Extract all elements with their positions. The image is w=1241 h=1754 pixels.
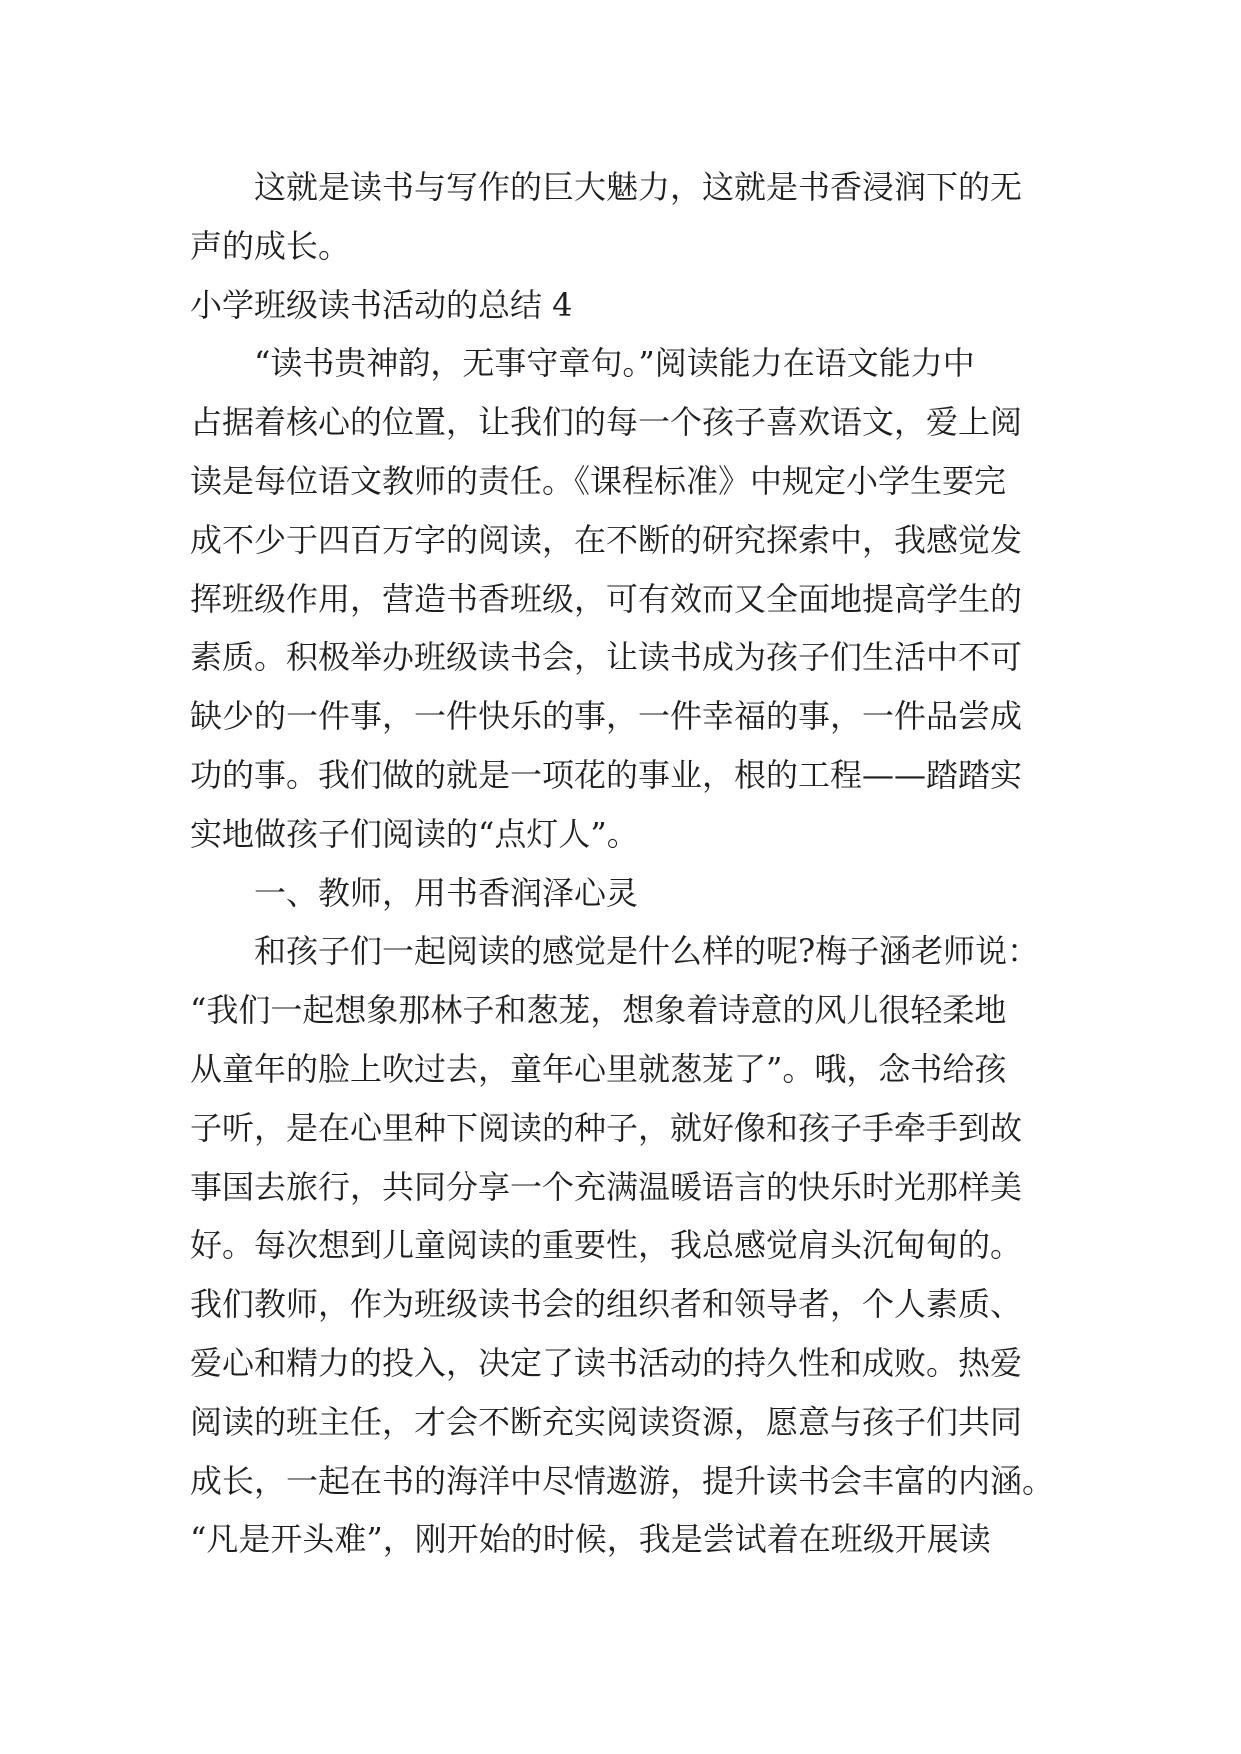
text-line: 和孩子们一起阅读的感觉是什么样的呢?梅子涵老师说：	[254, 932, 1040, 971]
text-line: “凡是开头难”，刚开始的时候，我是尝试着在班级开展读	[190, 1520, 991, 1559]
text-line: 成长，一起在书的海洋中尽情遨游，提升读书会丰富的内涵。	[190, 1461, 1055, 1500]
text-line: “读书贵神韵，无事守章句。”阅读能力在语文能力中	[254, 344, 975, 383]
text-line: 挥班级作用，营造书香班级，可有效而又全面地提高学生的	[190, 579, 1023, 618]
text-line: 事国去旅行，共同分享一个充满温暖语言的快乐时光那样美	[190, 1167, 1023, 1206]
text-line: 阅读的班主任，才会不断充实阅读资源，愿意与孩子们共同	[190, 1402, 1023, 1441]
text-line: 子听，是在心里种下阅读的种子，就好像和孩子手牵手到故	[190, 1108, 1023, 1147]
text-line: 功的事。我们做的就是一项花的事业，根的工程——踏踏实	[190, 755, 1023, 794]
text-line: 实地做孩子们阅读的“点灯人”。	[190, 814, 639, 853]
text-line: 小学班级读书活动的总结 4	[190, 285, 573, 324]
text-line: 好。每次想到儿童阅读的重要性，我总感觉肩头沉甸甸的。	[190, 1226, 1023, 1265]
text-line: 成不少于四百万字的阅读，在不断的研究探索中，我感觉发	[190, 520, 1023, 559]
text-line: 素质。积极举办班级读书会，让读书成为孩子们生活中不可	[190, 638, 1023, 677]
text-line: 爱心和精力的投入，决定了读书活动的持久性和成败。热爱	[190, 1343, 1023, 1382]
text-line: 读是每位语文教师的责任。《课程标准》中规定小学生要完	[190, 461, 1007, 500]
text-line: 声的成长。	[190, 226, 351, 265]
text-line: 从童年的脸上吹过去，童年心里就葱茏了”。哦，念书给孩	[190, 1049, 1007, 1088]
text-line: “我们一起想象那林子和葱茏，想象着诗意的风儿很轻柔地	[190, 991, 1007, 1030]
text-line: 这就是读书与写作的巨大魅力，这就是书香浸润下的无	[254, 168, 1023, 206]
text-line: 一、教师，用书香润泽心灵	[254, 873, 639, 912]
document-body	[190, 158, 1070, 1569]
text-line: 缺少的一件事，一件快乐的事，一件幸福的事，一件品尝成	[190, 697, 1023, 736]
text-line: 占据着核心的位置，让我们的每一个孩子喜欢语文，爱上阅	[190, 403, 1023, 442]
text-line: 我们教师，作为班级读书会的组织者和领导者，个人素质、	[190, 1285, 1023, 1324]
